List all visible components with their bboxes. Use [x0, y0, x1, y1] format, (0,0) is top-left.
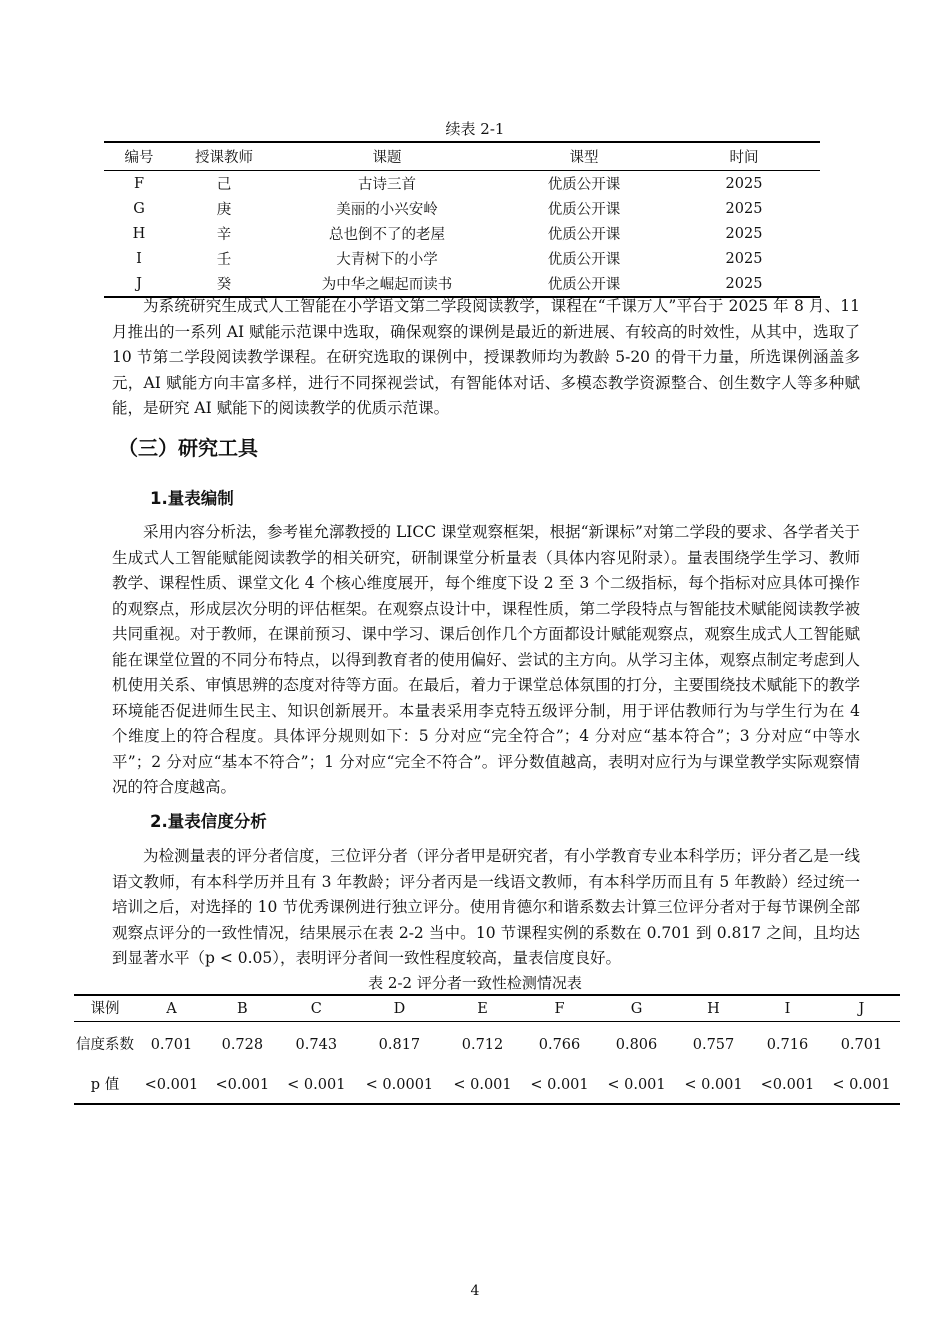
row-label: p 值	[74, 1067, 136, 1104]
table-cell: 美丽的小兴安岭	[336, 202, 438, 218]
table-cell: J	[104, 271, 174, 297]
table-cell: < 0.001	[598, 1067, 675, 1104]
table2-caption: 表 2-2 评分者一致性检测情况表	[368, 974, 582, 992]
subsection-heading: 1.量表编制	[150, 489, 234, 508]
table-cell: <0.001	[752, 1067, 823, 1104]
table2-header: F	[521, 995, 598, 1022]
table-row	[104, 196, 820, 221]
table-cell: F	[133, 175, 145, 192]
table-cell: I	[136, 250, 142, 267]
table-cell: < 0.001	[521, 1067, 598, 1104]
table-cell: < 0.001	[444, 1067, 521, 1104]
table1-header: 授课教师	[174, 142, 274, 171]
table2-header: G	[598, 995, 675, 1022]
table1-header: 编号	[104, 142, 174, 171]
row-label: 信度系数	[76, 1036, 134, 1053]
table2-header: J	[823, 995, 900, 1022]
section-heading: （三）研究工具	[118, 436, 258, 460]
table2-corner: 课例	[74, 995, 136, 1022]
table-cell: 0.743	[295, 1036, 338, 1053]
table-cell: 己	[216, 177, 232, 193]
table-cell: < 0.001	[675, 1067, 752, 1104]
table-cell: 优质公开课	[547, 202, 621, 218]
table-cell: 优质公开课	[547, 252, 621, 268]
table-cell: 壬	[216, 252, 232, 268]
table2-header: E	[444, 995, 521, 1022]
table-cell: 优质公开课	[500, 271, 668, 297]
table2-header: H	[675, 995, 752, 1022]
table-cell: 2025	[725, 200, 763, 217]
table-cell: 癸	[174, 271, 274, 297]
table-row	[104, 171, 820, 197]
table-cell: 庚	[216, 202, 232, 218]
table2-header: C	[278, 995, 355, 1022]
table-cell: < 0.001	[278, 1067, 355, 1104]
subsection-heading: 2.量表信度分析	[150, 812, 267, 831]
page-number: 4	[470, 1283, 480, 1299]
table2-header: D	[355, 995, 444, 1022]
table-cell: 2025	[725, 250, 763, 267]
table1-caption: 续表 2-1	[445, 120, 505, 138]
table-cell: 大青树下的小学	[336, 252, 438, 268]
table-cell: 0.701	[840, 1036, 883, 1053]
table-cell: 优质公开课	[547, 177, 621, 193]
table2-header-row	[74, 995, 900, 1022]
paragraph-reliability: 为检测量表的评分者信度，三位评分者（评分者甲是研究者，有小学教育专业本科学历；评分者乙是一线语文教师，有本科学历并且有 3 年教龄；评分者丙是一线语文教师，有本科学历而且有 5 年教龄）经过统一培训之后，对选择的 10 节优秀课例进行独立评分。使用肯德尔和谐系数去计算三位评分者对于每节课例全部观察点评分的一致性情况，结果展示在表 2-2 当中。10 节课程实例的系数在 0.701 到 0.817 之间，且均达到显著水平（p < 0.05），表明评分者间一致性程度较高，量表信度良好。	[112, 847, 860, 967]
table1-header: 课题	[274, 142, 500, 171]
table2-header: I	[752, 995, 823, 1022]
table-cell: 0.728	[221, 1036, 264, 1053]
table-cell: 为中华之崛起而读书	[274, 271, 500, 297]
table-row	[104, 246, 820, 271]
table-cell: 0.701	[150, 1036, 193, 1053]
table-cell: <0.001	[136, 1067, 207, 1104]
table1-header: 课型	[500, 142, 668, 171]
table-row	[74, 1067, 900, 1104]
table-cell: G	[133, 200, 145, 217]
table1	[104, 141, 820, 298]
table-cell: 古诗三首	[358, 177, 416, 193]
table-cell: 0.757	[692, 1036, 735, 1053]
table-cell: 0.712	[461, 1036, 504, 1053]
table2-header: B	[207, 995, 278, 1022]
table-cell: 0.817	[378, 1036, 421, 1053]
table-cell: 2025	[725, 225, 763, 242]
table2-header: A	[136, 995, 207, 1022]
table1-header-row	[104, 142, 820, 171]
table-cell: 0.766	[538, 1036, 581, 1053]
table-cell: 2025	[668, 271, 820, 297]
paragraph-sample-selection: 为系统研究生成式人工智能在小学语文第二学段阅读教学，课程在“千课万人”平台于 2025 年 8 月、11 月推出的一系列 AI 赋能示范课中选取，确保观察的课例是最近的新进展、有较高的时效性，从其中，选取了 10 节第二学段阅读教学课程。在研究选取的课例中，授课教师均为教龄 5-20 的骨干力量，所选课例涵盖多元，AI 赋能方向丰富多样，进行不同探视尝试，有智能体对话、多模态教学资源整合、创生数字人等多种赋能，是研究 AI 赋能下的阅读教学的优质示范课。	[112, 297, 860, 417]
table1-header: 时间	[668, 142, 820, 171]
table2	[74, 994, 900, 1105]
paragraph-scale-design: 采用内容分析法，参考崔允漷教授的 LICC 课堂观察框架，根据“新课标”对第二学段的要求、各学者关于生成式人工智能赋能阅读教学的相关研究，研制课堂分析量表（具体内容见附录）。量表围绕学生学习、教师教学、课程性质、课堂文化 4 个核心维度展开，每个维度下设 2 至 3 个二级指标，每个指标对应具体可操作的观察点，形成层次分明的评估框架。在观察点设计中，课程性质，第二学段特点与智能技术赋能阅读教学被共同重视。对于教师，在课前预习、课中学习、课后创作几个方面都设计赋能观察点，观察生成式人工智能赋能在课堂位置的不同分布特点，以得到教育者的使用偏好、尝试的主方向。从学习主体，观察点制定考虑到人机使用关系、审慎思辨的态度对待等方面。在最后，着力于课堂总体氛围的打分，主要围绕技术赋能下的教学环境能否促进师生民主、知识创新展开。本量表采用李克特五级评分制，用于评估教师行为与学生行为在 4 个维度上的符合程度。具体评分规则如下：5 分对应“完全符合”；4 分对应“基本符合”；3 分对应“中等水平”；2 分对应“基本不符合”；1 分对应“完全不符合”。评分数值越高，表明对应行为与课堂教学实际观察情况的符合度越高。	[112, 523, 860, 796]
table-cell: 总也倒不了的老屋	[329, 227, 445, 243]
table-cell: 优质公开课	[547, 227, 621, 243]
table-cell: 辛	[216, 227, 232, 243]
table-cell: 0.806	[615, 1036, 658, 1053]
table-cell: <0.001	[207, 1067, 278, 1104]
table-row	[74, 1022, 900, 1068]
table-cell: 2025	[725, 175, 763, 192]
table-cell: H	[132, 225, 146, 242]
table-cell: < 0.001	[823, 1067, 900, 1104]
table-row	[104, 221, 820, 246]
table-cell: < 0.0001	[355, 1067, 444, 1104]
table-cell: 0.716	[766, 1036, 809, 1053]
